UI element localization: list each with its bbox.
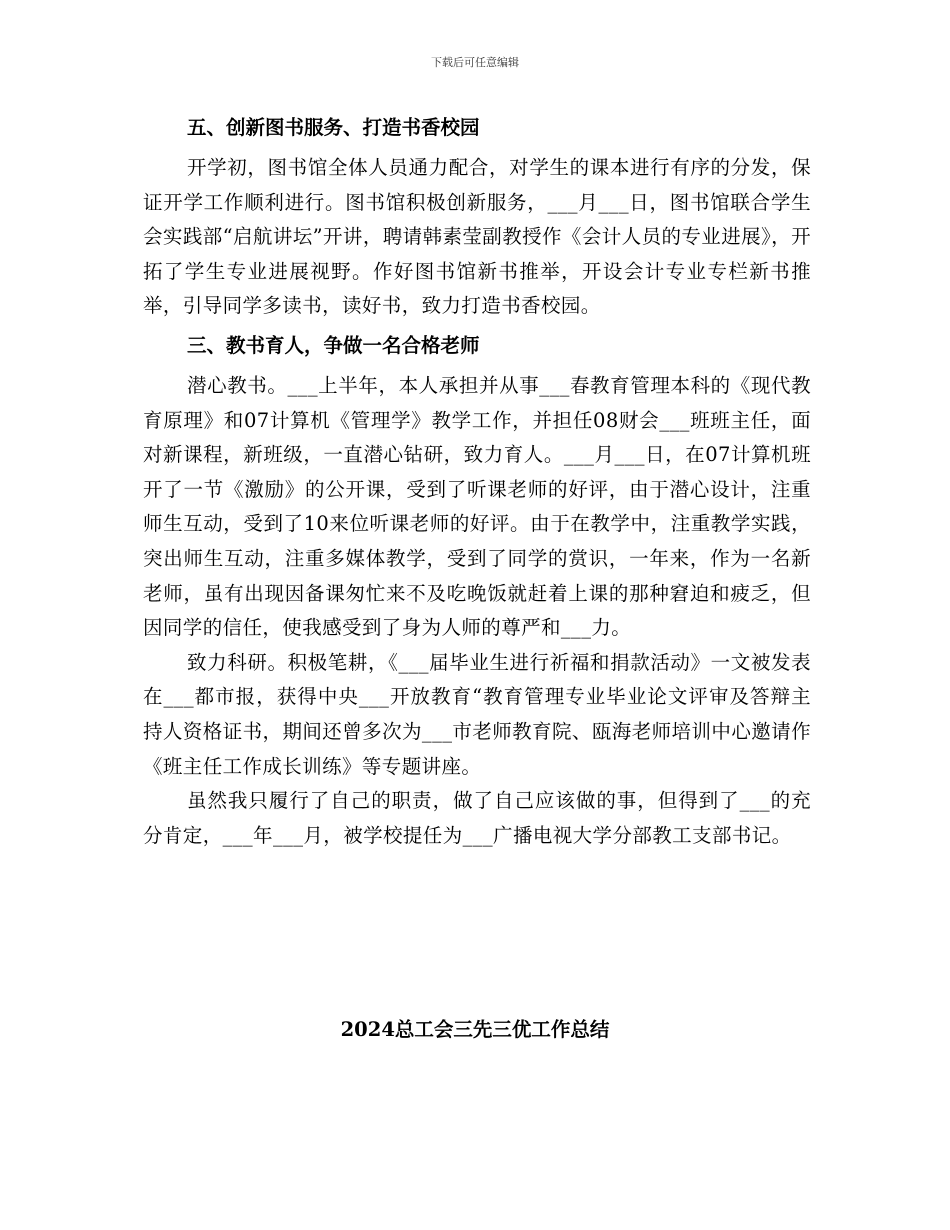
section-heading: 三、教书育人，争做一名合格老师	[187, 333, 480, 357]
document-title: 2024总工会三先三优工作总结	[340, 1018, 610, 1041]
body-paragraph: 虽然我只履行了自己的职责，做了自己应该做的事，但得到了___的充分肯定，___年___月，被学校提任为___广播电视大学分部教工支部书记。	[143, 789, 811, 847]
body-paragraph: 开学初，图书馆全体人员通力配合，对学生的课本进行有序的分发，保证开学工作顺利进行。图书馆积极创新服务，___月___日，图书馆联合学生会实践部“启航讲坛”开讲，聘请韩素莹副教授作《会计人员的专业进展》，开拓了学生专业进展视野。作好图书馆新书推举，开设会计专业专栏新书推举，引导同学多读书，读好书，致力打造书香校园。	[143, 156, 811, 318]
header-note: 下载后可任意编辑	[431, 56, 519, 69]
body-paragraph: 潜心教书。___上半年，本人承担并从事___春教育管理本科的《现代教育原理》和07计算机《管理学》教学工作，并担任08财会___班班主任，面对新课程，新班级，一直潜心钻研，致力育人。___月___日，在07计算机班开了一节《激励》的公开课，受到了听课老师的好评，由于潜心设计，注重师生互动，受到了10来位听课老师的好评。由于在教学中，注重教学实践，突出师生互动，注重多媒体教学，受到了同学的赏识，一年来，作为一名新老师，虽有出现因备课匆忙来不及吃晚饭就赶着上课的那种窘迫和疲乏，但因同学的信任，使我感受到了身为人师的尊严和___力。	[143, 373, 811, 640]
document-body	[143, 112, 811, 853]
body-paragraph: 致力科研。积极笔耕，《___届毕业生进行祈福和捐款活动》一文被发表在___都市报，获得中央___开放教育“教育管理专业毕业论文评审及答辩主持人资格证书，期间还曾多次为___市老师教育院、瓯海老师培训中心邀请作《班主任工作成长训练》等专题讲座。	[143, 650, 811, 778]
section-heading: 五、创新图书服务、打造书香校园	[187, 116, 480, 139]
